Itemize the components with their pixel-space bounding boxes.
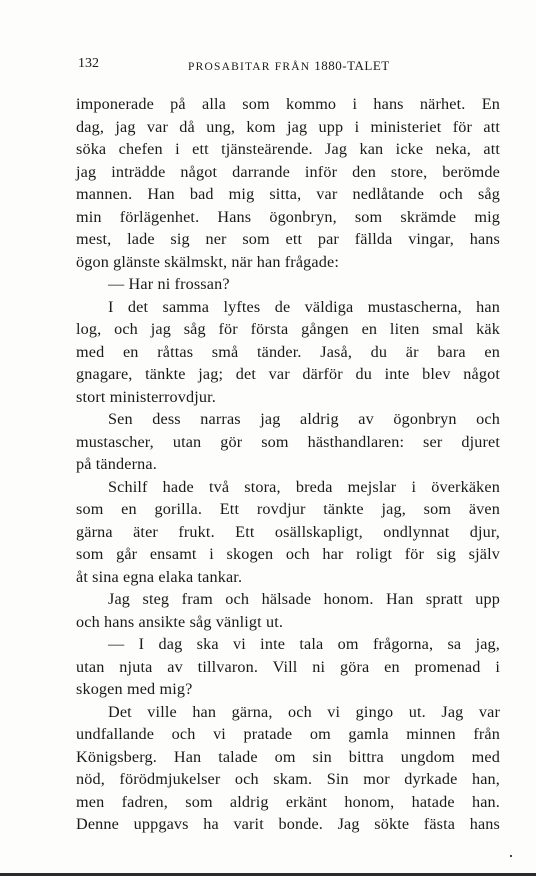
text-line: Det ville han gärna, och vi gingo ut. Jag var xyxy=(108,702,500,721)
text-line: men fadren, som aldrig erkänt honom, hatade han. xyxy=(76,792,500,811)
text-line: mannen. Han bad mig sitta, var nedlåtande och såg xyxy=(76,185,500,203)
text-line: Denne uppgavs ha varit bonde. Jag sökte fästa hans xyxy=(76,815,500,833)
text-line: stort ministerrovdjur. xyxy=(76,387,216,406)
text-line: Schilf hade två stora, breda mejslar i överkäken xyxy=(108,477,500,496)
text-line: log, och jag såg för första gången en liten smal käk xyxy=(76,320,500,338)
text-line: Sen dess narras jag aldrig av ögonbryn och xyxy=(108,410,500,428)
text-line: jag inträdde något darrande inför den store, berömde xyxy=(76,162,500,181)
text-line: — I dag ska vi inte tala om frågorna, sa jag, xyxy=(108,635,500,653)
page-number: 132 xyxy=(78,56,99,71)
text-line: som går ensamt i skogen och har roligt för sig själv xyxy=(76,545,500,563)
page-header xyxy=(78,56,504,76)
text-line: utan njuta av tillvaron. Vill ni göra en promenad i xyxy=(76,657,500,676)
text-line: söka chefen i ett tjänsteärende. Jag kan icke neka, att xyxy=(76,140,500,158)
text-line: imponerade på alla som kommo i hans närhet. En xyxy=(76,95,500,113)
text-line: undfallande och vi pratade om gamla minnen från xyxy=(76,725,500,743)
body-text xyxy=(76,93,500,836)
text-line: gnagare, tänkte jag; det var därför du inte blev något xyxy=(76,365,500,383)
text-line: med en råttas små tänder. Jaså, du är bara en xyxy=(76,342,500,361)
text-line: åt sina egna elaka tankar. xyxy=(76,567,243,586)
running-head-title: PROSABITAR FRÅN xyxy=(188,61,311,73)
text-line: som en gorilla. Ett rovdjur tänkte jag, som även xyxy=(76,500,500,518)
text-line: mest, lade sig ner som ett par fällda vingar, hans xyxy=(76,230,500,248)
text-line: min förlägenhet. Hans ögonbryn, som skrämde mig xyxy=(76,207,500,226)
text-line: skogen med mig? xyxy=(76,680,193,698)
text-line: ögon glänste skälmskt, när han frågade: xyxy=(76,252,339,271)
text-line: dag, jag var då ung, kom jag upp i ministeriet för att xyxy=(76,117,500,136)
text-line: I det samma lyftes de väldiga mustascherna, han xyxy=(108,297,500,316)
text-line: Jag steg fram och hälsade honom. Han spratt upp xyxy=(108,590,500,608)
running-head-year: 1880-TALET xyxy=(314,58,390,73)
text-line: nöd, förödmjukelser och skam. Sin mor dyrkade han, xyxy=(76,770,500,788)
running-head xyxy=(188,58,390,74)
text-line: Königsberg. Han talade om sin bittra ungdom med xyxy=(76,747,500,766)
text-line: och hans ansikte såg vänligt ut. xyxy=(76,612,284,631)
text-line: — Har ni frossan? xyxy=(108,275,230,293)
text-line: gärna äter frukt. Ett osällskapligt, ondlynnat djur, xyxy=(76,522,500,541)
text-line: mustascher, utan gör som hästhandlaren: ser djuret xyxy=(76,432,500,451)
scan-speck xyxy=(510,855,512,857)
text-line: på tänderna. xyxy=(76,455,157,473)
